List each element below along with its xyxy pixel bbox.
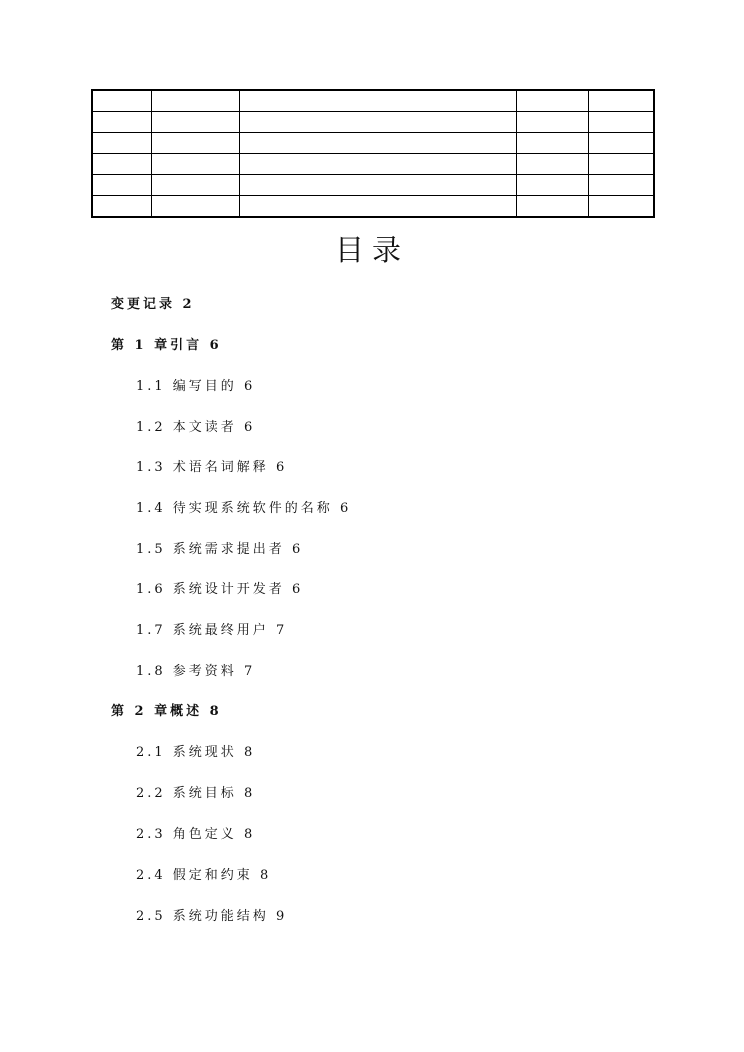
table-cell bbox=[92, 133, 151, 154]
table-cell bbox=[588, 133, 654, 154]
table-cell bbox=[239, 154, 516, 175]
toc-section-entry[interactable]: 2.3 角色定义 8 bbox=[136, 827, 256, 842]
table-cell bbox=[151, 133, 239, 154]
toc-section-entry[interactable]: 1.2 本文读者 6 bbox=[136, 420, 256, 435]
table-cell bbox=[588, 196, 654, 218]
table-row bbox=[92, 175, 654, 196]
table-cell bbox=[151, 112, 239, 133]
table-cell bbox=[92, 90, 151, 112]
toc-section-entry[interactable]: 1.1 编写目的 6 bbox=[136, 379, 256, 394]
table-cell bbox=[239, 175, 516, 196]
toc-chapter-entry[interactable]: 变更记录 2 bbox=[111, 297, 195, 312]
table-cell bbox=[588, 90, 654, 112]
table-row bbox=[92, 112, 654, 133]
table-cell bbox=[151, 196, 239, 218]
toc-section-entry[interactable]: 2.5 系统功能结构 9 bbox=[136, 909, 288, 924]
table-cell bbox=[588, 154, 654, 175]
toc-section-entry[interactable]: 1.7 系统最终用户 7 bbox=[136, 623, 288, 638]
table-cell bbox=[239, 112, 516, 133]
table-cell bbox=[92, 154, 151, 175]
toc-section-entry[interactable]: 2.4 假定和约束 8 bbox=[136, 868, 272, 883]
table-cell bbox=[516, 90, 588, 112]
toc-section-entry[interactable]: 2.1 系统现状 8 bbox=[136, 745, 256, 760]
table-cell bbox=[239, 133, 516, 154]
table-cell bbox=[516, 154, 588, 175]
table-row bbox=[92, 196, 654, 218]
table-cell bbox=[516, 175, 588, 196]
toc-section-entry[interactable]: 1.4 待实现系统软件的名称 6 bbox=[136, 501, 352, 516]
table-cell bbox=[92, 196, 151, 218]
table-cell bbox=[239, 90, 516, 112]
toc-section-entry[interactable]: 1.8 参考资料 7 bbox=[136, 664, 256, 679]
table-cell bbox=[516, 133, 588, 154]
table-cell bbox=[239, 196, 516, 218]
table-cell bbox=[516, 112, 588, 133]
toc-section-entry[interactable]: 2.2 系统目标 8 bbox=[136, 786, 256, 801]
table-row bbox=[92, 90, 654, 112]
toc-chapter-entry[interactable]: 第 1 章引言 6 bbox=[111, 338, 222, 353]
table-cell bbox=[151, 90, 239, 112]
table-cell bbox=[516, 196, 588, 218]
toc-section-entry[interactable]: 1.3 术语名词解释 6 bbox=[136, 460, 288, 475]
table-cell bbox=[588, 175, 654, 196]
table-cell bbox=[92, 112, 151, 133]
toc-section-entry[interactable]: 1.5 系统需求提出者 6 bbox=[136, 542, 304, 557]
table-row bbox=[92, 133, 654, 154]
toc-section-entry[interactable]: 1.6 系统设计开发者 6 bbox=[136, 582, 304, 597]
table-cell bbox=[151, 175, 239, 196]
toc-chapter-entry[interactable]: 第 2 章概述 8 bbox=[111, 704, 222, 719]
table-cell bbox=[92, 175, 151, 196]
table-cell bbox=[151, 154, 239, 175]
table-cell bbox=[588, 112, 654, 133]
table-row bbox=[92, 154, 654, 175]
toc-title: 目录 bbox=[334, 233, 409, 267]
change-record-table bbox=[91, 89, 655, 218]
